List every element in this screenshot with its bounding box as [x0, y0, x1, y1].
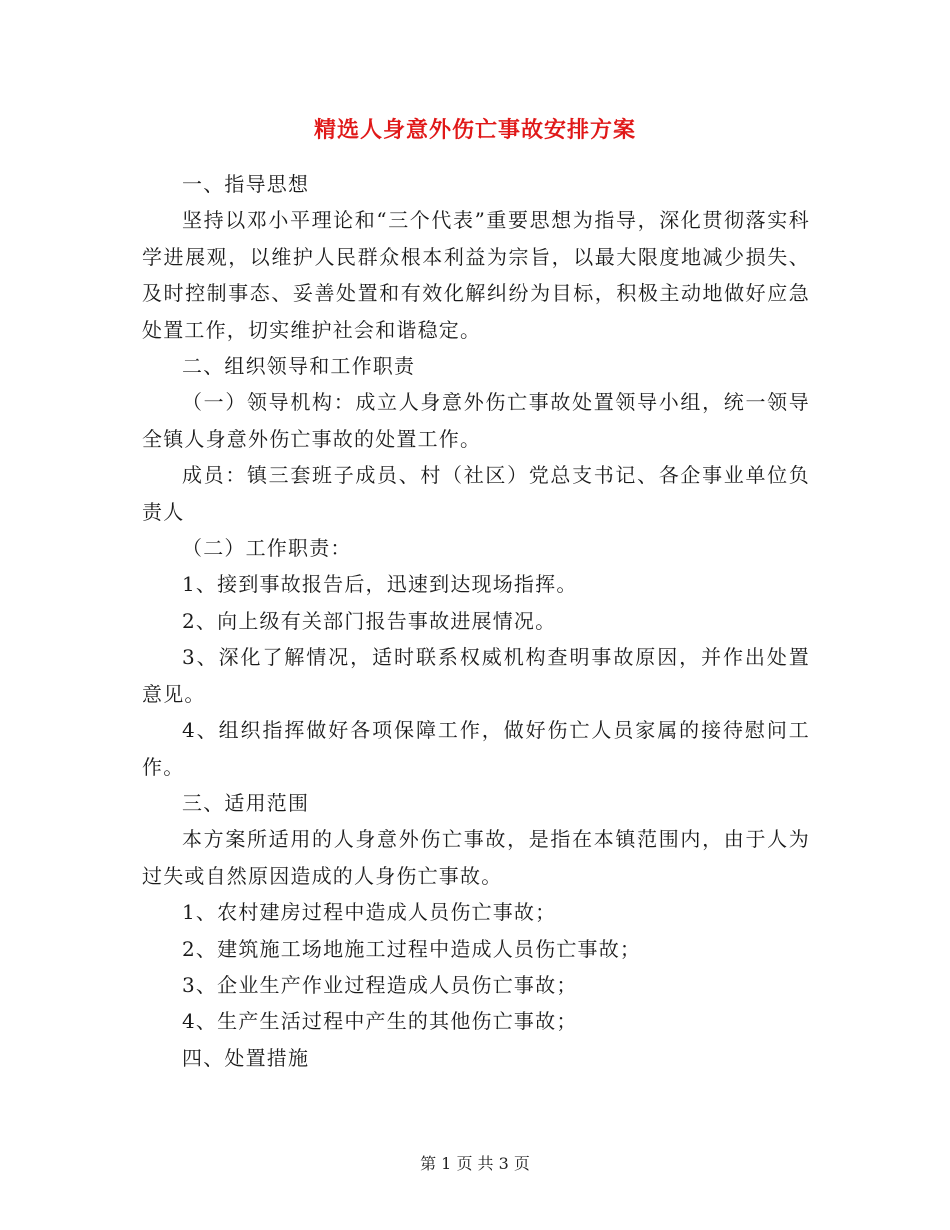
paragraph-scope: 本方案所适用的人身意外伤亡事故，是指在本镇范围内，由于人为过失或自然原因造成的人身伤亡事故。	[142, 827, 810, 888]
scope-item-4: 4、生产生活过程中产生的其他伤亡事故；	[182, 1009, 578, 1034]
paragraph-members: 成员：镇三套班子成员、村（社区）党总支书记、各企事业单位负责人	[142, 463, 810, 524]
page-number-footer: 第 1 页 共 3 页	[420, 1154, 530, 1173]
heading-organization: 二、组织领导和工作职责	[182, 354, 416, 379]
document-title: 精选人身意外伤亡事故安排方案	[313, 117, 636, 143]
heading-scope: 三、适用范围	[182, 790, 310, 815]
heading-measures: 四、处置措施	[182, 1045, 310, 1070]
scope-item-2: 2、建筑施工场地施工过程中造成人员伤亡事故；	[182, 936, 642, 961]
heading-guiding-ideology: 一、指导思想	[182, 172, 310, 196]
document-body	[142, 166, 810, 1076]
duty-item-1: 1、接到事故报告后，迅速到达现场指挥。	[182, 572, 578, 597]
subheading-duties: （二）工作职责：	[182, 536, 352, 561]
duty-item-4: 4、组织指挥做好各项保障工作，做好伤亡人员家属的接待慰问工作。	[142, 718, 810, 779]
paragraph-leadership-body: （一）领导机构：成立人身意外伤亡事故处置领导小组，统一领导全镇人身意外伤亡事故的处置工作。	[142, 390, 810, 451]
duty-item-2: 2、向上级有关部门报告事故进展情况。	[182, 608, 557, 633]
paragraph-guiding-ideology: 坚持以邓小平理论和“三个代表”重要思想为指导，深化贯彻落实科学进展观，以维护人民群众根本利益为宗旨，以最大限度地减少损失、及时控制事态、妥善处置和有效化解纠纷为目标，积极主动地做好应急处置工作，切实维护社会和谐稳定。	[142, 208, 810, 342]
scope-item-3: 3、企业生产作业过程造成人员伤亡事故；	[182, 972, 578, 997]
scope-item-1: 1、农村建房过程中造成人员伤亡事故；	[182, 900, 557, 925]
duty-item-3: 3、深化了解情况，适时联系权威机构查明事故原因，并作出处置意见。	[142, 645, 810, 706]
